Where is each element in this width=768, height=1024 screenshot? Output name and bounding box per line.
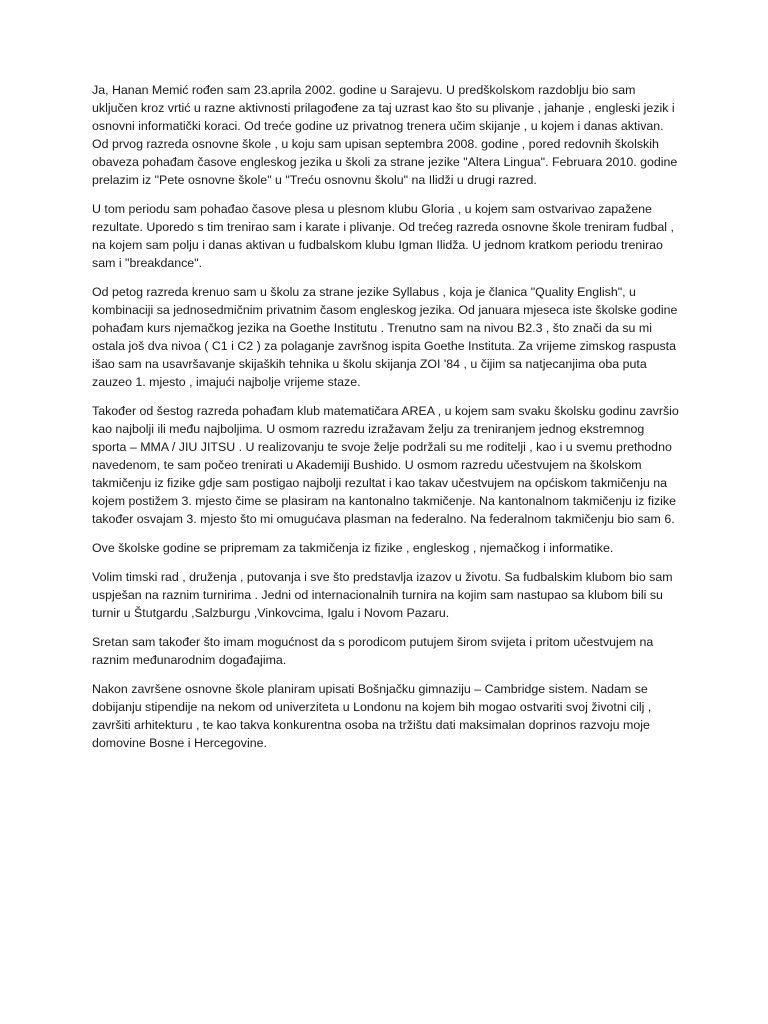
paragraph: Nakon završene osnovne škole planiram upisati Bošnjačku gimnaziju – Cambridge sistem. Nadam se dobijanju stipendije na nekom od univerziteta u Londonu na kojem bih mogao ostvariti svoj životni cilj , završiti arhitekturu , te kao takva konkurentna osoba na tržištu dati maksimalan doprinos razvoju moje domovine Bosne i Hercegovine. xyxy=(92,682,652,750)
paragraph: Sretan sam također što imam mogućnost da s porodicom putujem širom svijeta i pritom učestvujem na raznim međunarodnim događajima. xyxy=(92,635,654,667)
document-body xyxy=(92,81,682,763)
paragraph: Od petog razreda krenuo sam u školu za strane jezike Syllabus , koja je članica "Quality English", u kombinaciji sa jednosedmičnim privatnim časom engleskog jezika. Od januara mjeseca iste školske godine pohađam kurs njemačkog jezika na Goethe Institutu . Trenutno sam na nivou B2.3 , što znači da su mi ostala još dva nivoa ( C1 i C2 ) za polaganje završnog ispita Goethe Instituta. Za vrijeme zimskog raspusta išao sam na usavršavanje skijaških tehnika u školu skijanja ZOI '84 , u čijim sa natjecanjima oba puta zauzeo 1. mjesto , imajući najbolje vrijeme staze. xyxy=(92,285,678,389)
paragraph: Također od šestog razreda pohađam klub matematičara AREA , u kojem sam svaku školsku godinu završio kao najbolji ili među najboljima. U osmom razredu izražavam želju za treniranjem jednog ekstremnog sporta – MMA / JIU JITSU . U realizovanju te svoje želje podržali su me roditelji , kao i u svemu prethodno navedenom, te sam počeo trenirati u Akademiji Bushido. U osmom razredu učestvujem na školskom takmičenju iz fizike gdje sam postigao najbolji rezultat i kao takav učestvujem na općiskom takmičenju na kojem postižem 3. mjesto čime se plasiram na kantonalno takmičenje. Na kantonalnom takmičenju iz fizike također osvajam 3. mjesto što mi omugućava plasman na federalno. Na federalnom takmičenju bio sam 6. xyxy=(92,404,679,526)
paragraph: Ove školske godine se pripremam za takmičenja iz fizike , engleskog , njemačkog i informatike. xyxy=(92,541,614,555)
paragraph: U tom periodu sam pohađao časove plesa u plesnom klubu Gloria , u kojem sam ostvarivao zapažene rezultate. Uporedo s tim trenirao sam i karate i plivanje. Od trećeg razreda osnovne škole treniram fudbal , na kojem sam polju i danas aktivan u fudbalskom klubu Igman Ilidža. U jednom kratkom periodu trenirao sam i "breakdance". xyxy=(92,202,674,270)
paragraph: Ja, Hanan Memić rođen sam 23.aprila 2002. godine u Sarajevu. U predškolskom razdoblju bio sam uključen kroz vrtić u razne aktivnosti prilagođene za taj uzrast kao što su plivanje , jahanje , engleski jezik i osnovni informatički koraci. Od treće godine uz privatnog trenera učim skijanje , u kojem i danas aktivan. Od prvog razreda osnovne škole , u koju sam upisan septembra 2008. godine , pored redovnih školskih obaveza pohađam časove engleskog jezika u školi za strane jezike "Altera Lingua". Februara 2010. godine prelazim iz "Pete osnovne škole" u "Treću osnovnu školu" na Ilidži u drugi razred. xyxy=(92,83,678,187)
paragraph: Volim timski rad , druženja , putovanja i sve što predstavlja izazov u životu. Sa fudbalskim klubom bio sam uspješan na raznim turnirima . Jedni od internacionalnih turnira na kojim sam nastupao sa klubom bili su turnir u Štutgardu ,Salzburgu ,Vinkovcima, Igalu i Novom Pazaru. xyxy=(92,570,673,620)
